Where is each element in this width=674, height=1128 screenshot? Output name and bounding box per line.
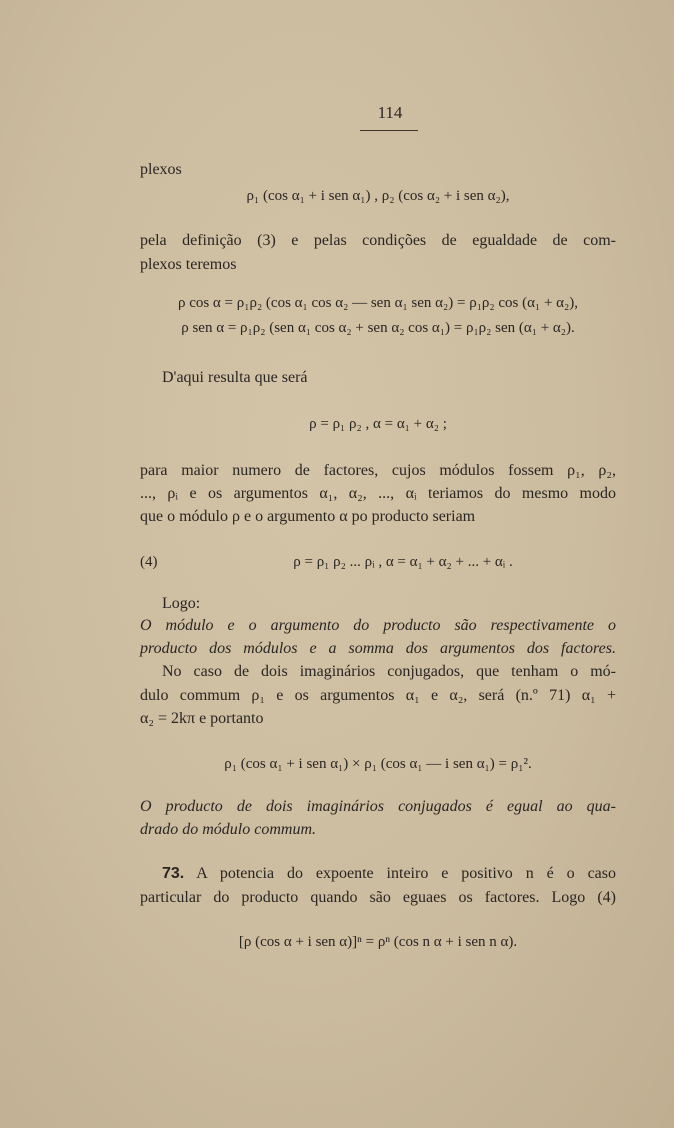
formula-complex-factors: ρ₁ (cos α₁ + i sen α₁) , ρ₂ (cos α₂ + i sen α₂), — [246, 188, 510, 204]
text-line: que o módulo ρ e o argumento α po producto seriam — [140, 508, 476, 525]
text-line: D'aqui resulta que será — [162, 369, 308, 386]
formula-power: [ρ (cos α + i sen α)]ⁿ = ρⁿ (cos n α + i sen n α). — [238, 934, 518, 950]
text-line: plexos — [140, 161, 182, 178]
formula-modulus-argument: ρ = ρ₁ ρ₂ , α = α₁ + α₂ ; — [309, 416, 447, 432]
text-line: Logo: — [162, 595, 201, 612]
theorem-line: producto dos módulos e a somma dos argumentos dos factores. — [140, 640, 616, 657]
text-line: particular do producto quando são eguaes os factores. Logo (4) — [140, 889, 616, 906]
section-line — [162, 864, 616, 884]
section-text: A potencia do expoente inteiro e positivo n é o caso — [196, 865, 616, 882]
text-line: No caso de dois imaginários conjugados, que tenham o mó- — [162, 663, 616, 680]
text-line: ..., ρᵢ e os argumentos α₁, α₂, ..., αᵢ teriamos do mesmo modo — [140, 485, 616, 502]
text-line: para maior numero de factores, cujos módulos fossem ρ₁, ρ₂, — [140, 462, 616, 479]
theorem-line: O producto de dois imaginários conjugados é egual ao qua- — [140, 798, 616, 815]
theorem-line: O módulo e o argumento do producto são respectivamente o — [140, 617, 616, 634]
formula-conjugates: ρ₁ (cos α₁ + i sen α₁) × ρ₁ (cos α₁ — i sen α₁) = ρ₁². — [224, 756, 532, 772]
text-line: pela definição (3) e pelas condições de egualdade de com- — [140, 232, 616, 249]
text-line: plexos teremos — [140, 256, 237, 273]
page-number-rule — [360, 130, 418, 131]
formula-sen: ρ sen α = ρ₁ρ₂ (sen α₁ cos α₂ + sen α₂ cos α₁) = ρ₁ρ₂ sen (α₁ + α₂). — [181, 320, 575, 336]
section-number: 73. — [162, 865, 185, 882]
text-line: α₂ = 2kπ e portanto — [140, 710, 264, 727]
formula-product: ρ = ρ₁ ρ₂ ... ρᵢ , α = α₁ + α₂ + ... + αᵢ . — [293, 554, 513, 570]
theorem-line: drado do módulo commum. — [140, 821, 316, 838]
text-line: dulo commum ρ₁ e os argumentos α₁ e α₂, será (n.º 71) α₁ + — [140, 687, 616, 704]
equation-label: (4) — [140, 554, 158, 570]
formula-cos: ρ cos α = ρ₁ρ₂ (cos α₁ cos α₂ — sen α₁ sen α₂) = ρ₁ρ₂ cos (α₁ + α₂), — [177, 295, 579, 311]
page-number: 114 — [377, 103, 403, 122]
